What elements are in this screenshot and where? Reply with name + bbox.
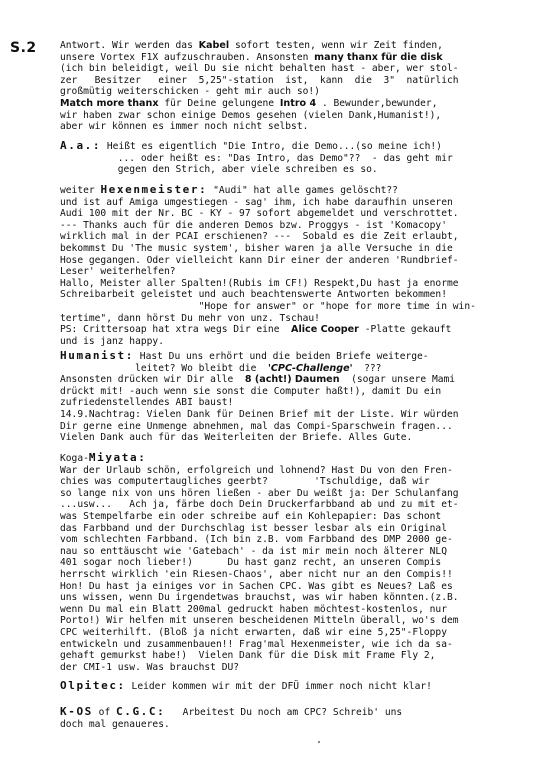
text-line: nau so enttäuscht wie 'Gatebach' - da ist mir mein noch älterer NLQ — [60, 545, 447, 557]
text-line: Schreibarbeit geleistet und auch beachtenswerte Antworten bekommen! — [60, 289, 447, 301]
text-line: doch mal genaueres. — [60, 718, 170, 730]
text-line: tertime", dann hörst Du mehr von unz. Tschau! — [60, 312, 320, 324]
section-olpitec — [60, 680, 528, 693]
text-line: Vielen Dank auch für das Weiterleiten der Briefe. Alles Gute. — [60, 432, 413, 444]
text-line: Koga-Miyata: — [60, 451, 147, 464]
text-line: Audi 100 mit der Nr. BC - KY - 97 sofort abgemeldet und verschrottet. — [60, 208, 459, 220]
text-line: Dir gerne eine Unmenge abnehmen, mal das Compi-Sparschwein fragen... — [60, 420, 453, 432]
text-line: zufriedenstellendes ABI baust! — [60, 397, 234, 409]
text-line: Hallo, Meister aller Spalten!(Rubis im CF!) Respekt,Du hast ja enorme — [60, 277, 459, 289]
text-line: gegen den Strich, aber viele schreiben es so. — [60, 164, 378, 176]
text-line: zer Besitzer einer 5,25"-station ist, kann die 3" natürlich — [60, 74, 459, 86]
text-line: 401 sogar noch lieber!) Du hast ganz recht, an unseren Compis — [60, 557, 442, 569]
text-line: großmütig weiterschicken - geht mir auch so!) — [60, 86, 320, 98]
text-line: entwickeln und zusammenbauen!! Frag'mal Hexenmeister, wie ich da sa- — [60, 638, 453, 650]
text-line: vom schlechten Farbband. (Ich bin z.B. vom Farbband des DMP 2000 ge- — [60, 534, 453, 546]
text-line: chies was computertaugliches geerbt? 'Tschuldige, daß wir — [60, 476, 430, 488]
text-line: wirklich mal in der PCAI erschienen? --- Sobald es die Zeit erlaubt, — [60, 231, 459, 243]
section-hexenmeister — [60, 184, 528, 347]
section-kos-cgc — [60, 706, 528, 730]
heading-hexenmeister: Hexenmeister: — [100, 183, 208, 196]
text-line: K-OS of C.G.C: Arbeitest Du noch am CPC? Schreib' uns — [60, 705, 403, 718]
heading-cgc: C.G.C: — [116, 705, 166, 718]
text-line: "Hope for answer" or "hope for more time in win- — [60, 300, 476, 312]
heading-miyata: Miyata: — [88, 451, 147, 464]
text-line: uns wissen, wenn Du irgendetwas brauchst, was wir haben könnten.(z.B. — [60, 592, 459, 604]
text-line: bekommst Du 'The music system', bisher waren ja alle Versuche in die — [60, 242, 453, 254]
text-line: Humanist: Hast Du uns erhört und die beiden Briefe weiterge- — [60, 349, 429, 362]
text-line: Hose gegangen. Oder vielleicht kann Dir einer der anderen 'Rundbrief- — [60, 254, 459, 266]
section-aa — [60, 140, 528, 176]
text-line: drückt mit! -auch wenn sie sonst die Computer haßt!), damit Du ein — [60, 385, 442, 397]
text-line: aber wir können es immer noch nicht selbst. — [60, 121, 309, 133]
text-line: Leser' weiterhelfen? — [60, 266, 176, 278]
highlight-match-thanx: Match more thanx — [60, 97, 159, 109]
text-line: Hon! Du hast ja einiges vor in Sachen CPC. Was gibt es Neues? Laß es — [60, 580, 453, 592]
text-line: weiter Hexenmeister: "Audi" hat alle games gelöscht?? — [60, 183, 398, 196]
highlight-alice-cooper: Alice Cooper — [291, 324, 359, 336]
text-line: 14.9.Nachtrag: Vielen Dank für Deinen Brief mit der Liste. Wir würden — [60, 408, 459, 420]
text-line: wenn Du mal ein Blatt 200mal gedruckt haben möchtest-kostenlos, nur — [60, 603, 447, 615]
highlight-thanx-disk: many thanx für die disk — [314, 51, 443, 63]
text-line: Porto!) Wir helfen mit unseren bescheidenen Mitteln überall, wo's dem — [60, 615, 459, 627]
heading-olpitec: Olpitec: — [60, 679, 126, 692]
text-line: Match more thanx für Deine gelungene Intro 4 . Bewunder,bewunder, — [60, 97, 438, 109]
section-humanist — [60, 350, 528, 444]
highlight-intro4: Intro 4 — [279, 97, 317, 109]
text-line: (ich bin beleidigt, weil Du sie nicht behalten hast - aber, wer stol- — [60, 63, 459, 75]
text-line: Ansonsten drücken wir Dir alle 8 (acht!) Daumen (sogar unsere Mami — [60, 374, 456, 386]
text-line: was Stempelfarbe ein oder schreibe auf ein Kohlepapier: Das schont — [60, 510, 442, 522]
section-koga-miyata — [60, 452, 528, 673]
text-line: so lange nix von uns hören ließen - aber Du weißt ja: Der Schulanfang — [60, 487, 459, 499]
text-line: ... oder heißt es: "Das Intro, das Demo"?? - das geht mir — [60, 152, 453, 164]
text-line: War der Urlaub schön, erfolgreich und lohnend? Hast Du von den Fren- — [60, 464, 453, 476]
text-line: unsere Vortex F1X aufzuschrauben. Ansonsten many thanx für die disk — [60, 51, 443, 63]
highlight-daumen: 8 (acht!) Daumen — [244, 374, 340, 386]
text-line: gehaft gemurkst habe!) Vielen Dank für die Disk mit Frame Fly 2, — [60, 650, 436, 662]
heading-humanist: Humanist: — [60, 349, 135, 362]
section-intro — [60, 40, 528, 133]
text-line: --- Thanks auch für die anderen Demos bzw. Proggys - ist 'Komacopy' — [60, 219, 447, 231]
heading-aa: A.a.: — [60, 139, 102, 152]
heading-kos: K-OS — [60, 705, 93, 718]
text-line: leitet? Wo bleibt die 'CPC-Challenge' ??? — [60, 362, 382, 374]
text-line: der CMI-1 usw. Was brauchst DU? — [60, 661, 240, 673]
text-line: herrscht wirklich 'ein Riesen-Chaos', aber nicht nur an den Compis!! — [60, 568, 453, 580]
paper-speck — [318, 741, 320, 743]
text-line: wir haben zwar schon einige Demos gesehen (vielen Dank,Humanist!), — [60, 109, 442, 121]
text-line: und ist auf Amiga umgestiegen - sag' ihm, ich habe daraufhin unseren — [60, 196, 453, 208]
text-line: PS: Crittersoap hat xtra wegs Dir eine Alice Cooper -Platte gekauft — [60, 324, 452, 336]
text-line: und is janz happy. — [60, 335, 164, 347]
text-line: Antwort. Wir werden das Kabel sofort testen, wenn wir Zeit finden, — [60, 40, 443, 51]
text-line: CPC weiterhilft. (Bloß ja nicht erwarten, daß wir eine 5,25"-Floppy — [60, 626, 447, 638]
highlight-cpc-challenge: 'CPC-Challenge' — [267, 362, 353, 374]
highlight-kabel: Kabel — [198, 40, 230, 51]
text-line: das Farbband und der Durchschlag ist besser lesbar als ein Original — [60, 522, 447, 534]
text-line: ...usw... Ach ja, färbe doch Dein Druckerfarbband ab und zu mit et- — [60, 499, 459, 511]
text-line: A.a.: Heißt es eigentlich "Die Intro, die Demo...(so meine ich!) — [60, 139, 442, 152]
text-line: Olpitec: Leider kommen wir mit der DFÜ immer noch nicht klar! — [60, 679, 432, 692]
page-number: S.2 — [10, 40, 37, 56]
